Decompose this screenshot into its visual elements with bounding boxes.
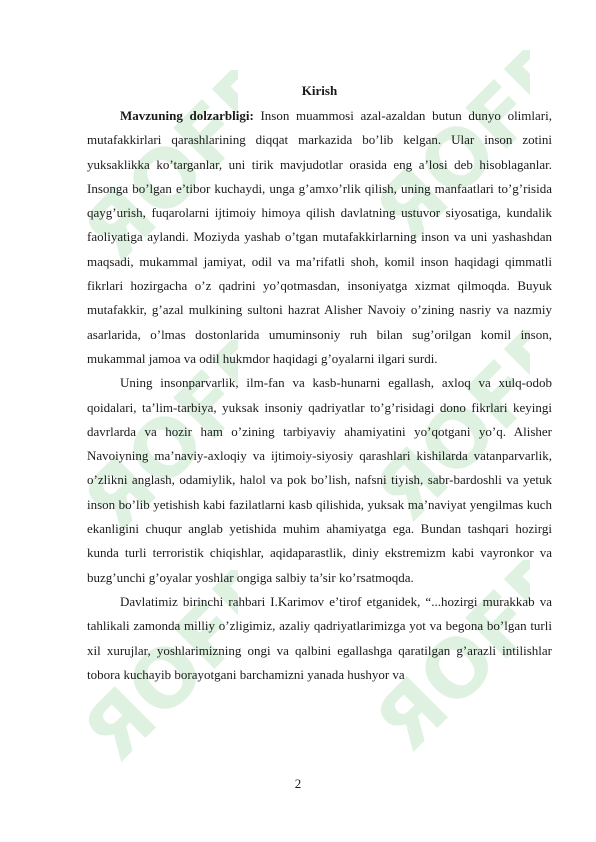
- svg-text:ЯOFF: ЯOFF: [68, 70, 238, 280]
- svg-text:ЯOFF: ЯOFF: [360, 330, 530, 540]
- svg-text:ЯOFF: ЯOFF: [68, 570, 238, 780]
- svg-text:ЯOFF: ЯOFF: [360, 560, 530, 770]
- paragraph-text: Inson muammosi azal-azaldan butun dunyo olimlari, mutafakkirlari qarashlarining diqqat markazida bo’lib kelgan. Ular inson zotini yuksaklikka ko’targanlar, uni tirik mavjudotlar orasida eng a’losi deb hisoblaganlar. Insonga bo’lgan e’tibor kuchaydi, unga g’amxo’rlik qilish, uning manfaatlari to’g’risida qayg’urish, fuqarolarni ijtimoiy himoya qilish davlatning ustuvor siyosatiga, kundalik faoliyatiga aylandi. Moziyda yashab o’tgan mutafakkirlarning inson va uni yashashdan maqsadi, mukammal jamiyat, odil va ma’rifatli shoh, komil inson haqidagi qimmatli fikrlari hozirgacha o’z qadrini yo’qotmasdan, insoniyatga xizmat qilmoqda. Buyuk mutafakkir, g’azal mulkining sultoni hazrat Alisher Navoiy o’zining nasriy va nazmiy asarlarida, o’lmas dostonlarida umuminsoniy ruh bilan sug’orilgan komil inson, mukammal jamoa va odil hukmdor haqidagi g’oyalarni ilgari surdi.: [87, 108, 552, 366]
- paragraph-karimov-quote: Davlatimiz birinchi rahbari I.Karimov e’tirof etganidek, “...hozirgi murakkab va tahlikali zamonda milliy o’zligimiz, azaliy qadriyatlarimizga yot va begona bo’lgan turli xil xurujlar, yoshlarimizning ongi va qalbini egallashga qaratilgan g’arazli intilishlar tobora kuchayib borayotgani barchamizni yanada hushyor va: [87, 593, 552, 682]
- svg-text:ЯOFF: ЯOFF: [68, 340, 238, 550]
- page-number: 2: [294, 776, 302, 791]
- paragraph-relevance: [87, 104, 552, 371]
- section-title: Kirish: [301, 83, 338, 98]
- document-body: [87, 82, 552, 687]
- paragraph-navoiy-ideas: Uning insonparvarlik, ilm-fan va kasb-hunarni egallash, axloq va xulq-odob qoidalari, ta’lim-tarbiya, yuksak insoniy qadriyatlar to’g’risidagi dono fikrlari keyingi davrlarda va hozir ham o’zining tarbiyaviy ahamiyatini yo’qotgani yo’q. Alisher Navoiyning ma’naviy-axloqiy va ijtimoiy-siyosiy qarashlari kishilarda vatanparvarlik, o’zlikni anglash, odamiylik, halol va pok bo’lish, nafsni tiyish, sabr-bardoshli va yetuk inson bo’lib yetishish kabi fazilatlarni kasb qilishida, yuksak ma’naviyat yengilmas kuch ekanligini chuqur anglab yetishida muhim ahamiyatga ega. Bundan tashqari hozirgi kunda turli terroristik chiqishlar, aqidaparastlik, diniy ekstremizm kabi vayronkor va buzg’unchi g’oyalar yoshlar ongiga salbiy ta’sir ko’rsatmoqda.: [87, 375, 552, 585]
- svg-text:ЯOFF: ЯOFF: [360, 50, 530, 260]
- paragraph-lead: Mavzuning dolzarbligi:: [120, 108, 254, 123]
